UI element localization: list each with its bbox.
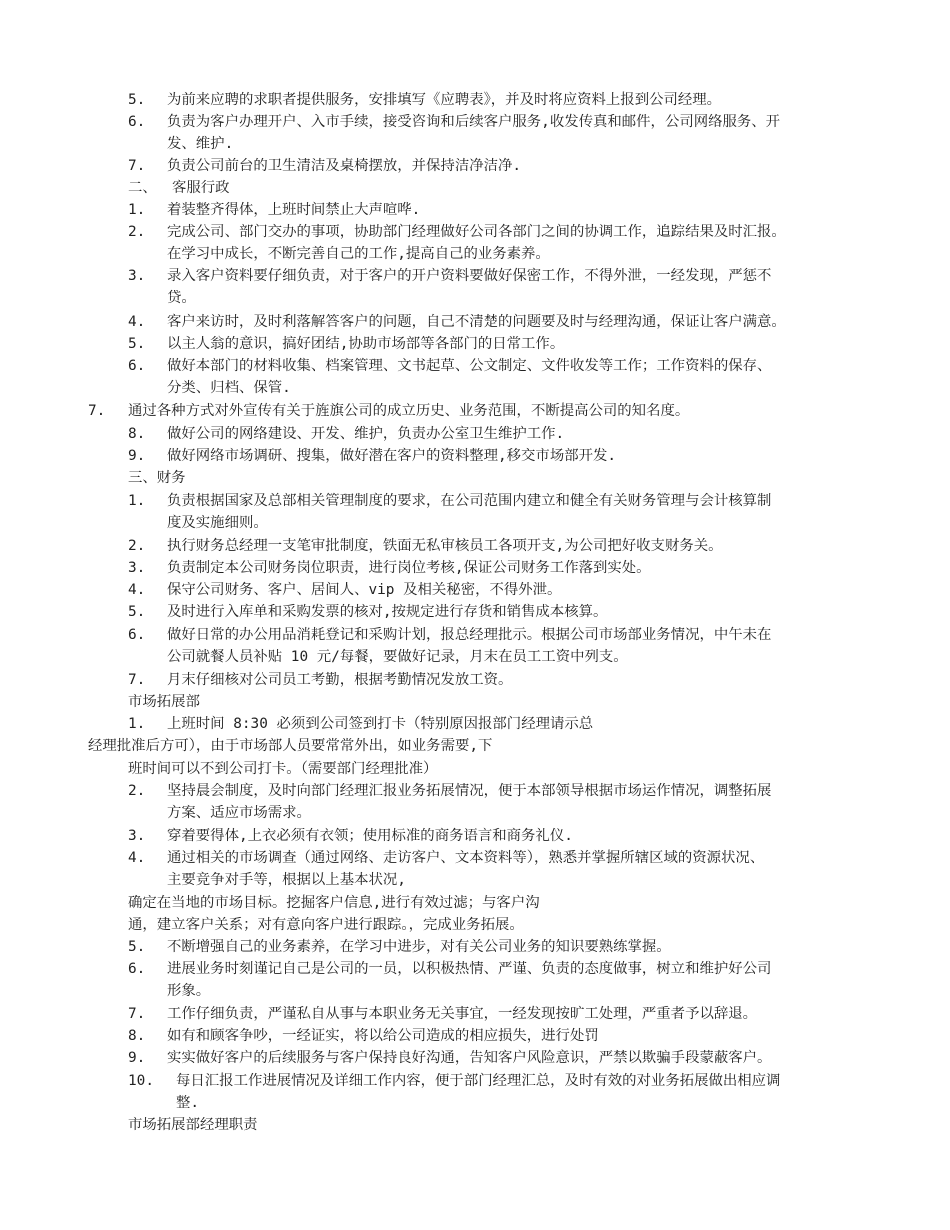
item-text: 保守公司财务、客户、居间人、vip 及相关秘密，不得外泄。 — [167, 582, 562, 598]
item-text: 负责公司前台的卫生清洁及桌椅摆放，并保持洁净洁净. — [167, 158, 522, 174]
item-text: 及时进行入库单和采购发票的核对,按规定进行存货和销售成本核算。 — [167, 604, 608, 620]
item-text: 执行财务总经理一支笔审批制度，铁面无私审核员工各项开支,为公司把好收支财务关。 — [167, 538, 723, 554]
item-number: 7. — [88, 403, 106, 419]
item-number: 4. — [128, 850, 146, 866]
item-text: 工作仔细负责，严谨私自从事与本职业务无关事宜，一经发现按旷工处理，严重者予以辞退。 — [167, 1006, 758, 1022]
item-text: 为前来应聘的求职者提供服务，安排填写《应聘表》，并及时将应资料上报到公司经理。 — [167, 92, 722, 108]
item-text: 做好公司的网络建设、开发、维护，负责办公室卫生维护工作. — [167, 426, 565, 442]
item-text: 录入客户资料要仔细负责，对于客户的开户资料要做好保密工作，不得外泄，一经发现，严惩不 — [167, 268, 772, 284]
item-text: 穿着要得体,上衣必须有衣领；使用标准的商务语言和商务礼仪. — [167, 828, 573, 844]
item-text: 如有和顾客争吵，一经证实，将以给公司造成的相应损失，进行处罚 — [167, 1028, 599, 1044]
item-number: 8. — [128, 1028, 146, 1044]
item-number: 5. — [128, 604, 146, 620]
item-text: 确定在当地的市场目标。挖掘客户信息,进行有效过滤；与客户沟 — [128, 895, 540, 911]
item-number: 2. — [128, 538, 146, 554]
item-number: 5. — [128, 939, 146, 955]
item-text: 通过各种方式对外宣传有关于旌旗公司的成立历史、业务范围，不断提高公司的知名度。 — [128, 403, 690, 419]
item-text: 进展业务时刻谨记自己是公司的一员，以积极热情、严谨、负责的态度做事，树立和维护好公司 — [167, 961, 772, 977]
item-number: 6. — [128, 627, 146, 643]
item-number: 7. — [128, 672, 146, 688]
item-number: 6. — [128, 961, 146, 977]
section-title: 三、财务 — [128, 470, 186, 486]
section-title: 市场拓展部经理职责 — [128, 1117, 258, 1133]
item-text: 不断增强自己的业务素养，在学习中进步，对有关公司业务的知识要熟练掌握。 — [167, 939, 671, 955]
item-text: 发、维护. — [167, 136, 234, 152]
item-text: 每日汇报工作进展情况及详细工作内容，便于部门经理汇总，及时有效的对业务拓展做出相应调 — [176, 1073, 781, 1089]
item-number: 3. — [128, 560, 146, 576]
item-number: 4. — [128, 582, 146, 598]
item-number: 1. — [128, 202, 146, 218]
item-text: 着装整齐得体，上班时间禁止大声喧哗. — [167, 202, 421, 218]
item-text: 坚持晨会制度，及时向部门经理汇报业务拓展情况，便于本部领导根据市场运作情况，调整拓展 — [167, 783, 772, 799]
item-number: 7. — [128, 1006, 146, 1022]
item-text: 经理批准后方可），由于市场部人员要常常外出，如业务需要,下 — [88, 738, 493, 754]
section-title: 客服行政 — [172, 180, 230, 196]
item-text: 贷。 — [167, 290, 196, 306]
item-number: 6. — [128, 358, 146, 374]
item-text: 以主人翁的意识，搞好团结,协助市场部等各部门的日常工作。 — [167, 336, 565, 352]
item-text: 分类、归档、保管. — [167, 380, 291, 396]
item-text: 负责制定本公司财务岗位职责，进行岗位考核,保证公司财务工作落到实处。 — [167, 560, 651, 576]
item-number: 5. — [128, 92, 146, 108]
item-text: 做好网络市场调研、搜集，做好潜在客户的资料整理,移交市场部开发. — [167, 448, 617, 464]
section-title: 市场拓展部 — [128, 694, 200, 710]
item-text: 做好本部门的材料收集、档案管理、文书起草、公文制定、文件收发等工作；工作资料的保存、 — [167, 358, 772, 374]
item-text: 班时间可以不到公司打卡。（需要部门经理批准） — [128, 761, 438, 777]
item-number: 7. — [128, 158, 146, 174]
item-text: 上班时间 8:30 必须到公司签到打卡（特别原因报部门经理请示总 — [167, 716, 594, 732]
item-text: 月末仔细核对公司员工考勤，根据考勤情况发放工资。 — [167, 672, 513, 688]
item-text: 通过相关的市场调查（通过网络、走访客户、文本资料等），熟悉并掌握所辖区域的资源状况、 — [167, 850, 765, 866]
item-number: 5. — [128, 336, 146, 352]
item-text: 公司就餐人员补贴 10 元/每餐，要做好记录，月末在员工工资中列支。 — [167, 649, 628, 665]
section-number: 二、 — [128, 180, 157, 196]
item-number: 1. — [128, 716, 146, 732]
item-number: 2. — [128, 224, 146, 240]
item-text: 客户来访时，及时利落解答客户的问题，自己不清楚的问题要及时与经理沟通，保证让客户满意。 — [167, 314, 786, 330]
item-text: 在学习中成长，不断完善自己的工作,提高自己的业务素养。 — [167, 246, 550, 262]
item-text: 度及实施细则。 — [167, 515, 268, 531]
item-number: 2. — [128, 783, 146, 799]
item-number: 3. — [128, 268, 146, 284]
item-text: 完成公司、部门交办的事项，协助部门经理做好公司各部门之间的协调工作，追踪结果及时汇报。 — [167, 224, 786, 240]
item-number: 10. — [128, 1073, 154, 1089]
item-text: 形象。 — [167, 983, 211, 999]
item-number: 9. — [128, 448, 146, 464]
item-text: 负责根据国家及总部相关管理制度的要求，在公司范围内建立和健全有关财务管理与会计核算制 — [167, 493, 772, 509]
item-number: 3. — [128, 828, 146, 844]
item-text: 负责为客户办理开户、入市手续，接受咨询和后续客户服务,收发传真和邮件，公司网络服务、开 — [167, 114, 781, 130]
item-number: 6. — [128, 114, 146, 130]
item-number: 8. — [128, 426, 146, 442]
item-text: 主要竞争对手等，根据以上基本状况, — [167, 872, 406, 888]
item-text: 实实做好客户的后续服务与客户保持良好沟通，告知客户风险意识，严禁以欺骗手段蒙蔽客户。 — [167, 1050, 772, 1066]
item-text: 做好日常的办公用品消耗登记和采购计划，报总经理批示。根据公司市场部业务情况，中午未在 — [167, 627, 772, 643]
item-number: 1. — [128, 493, 146, 509]
item-number: 4. — [128, 314, 146, 330]
item-text: 通，建立客户关系；对有意向客户进行跟踪。，完成业务拓展。 — [128, 917, 524, 933]
item-text: 整. — [176, 1095, 200, 1111]
item-text: 方案、适应市场需求。 — [167, 805, 311, 821]
item-number: 9. — [128, 1050, 146, 1066]
